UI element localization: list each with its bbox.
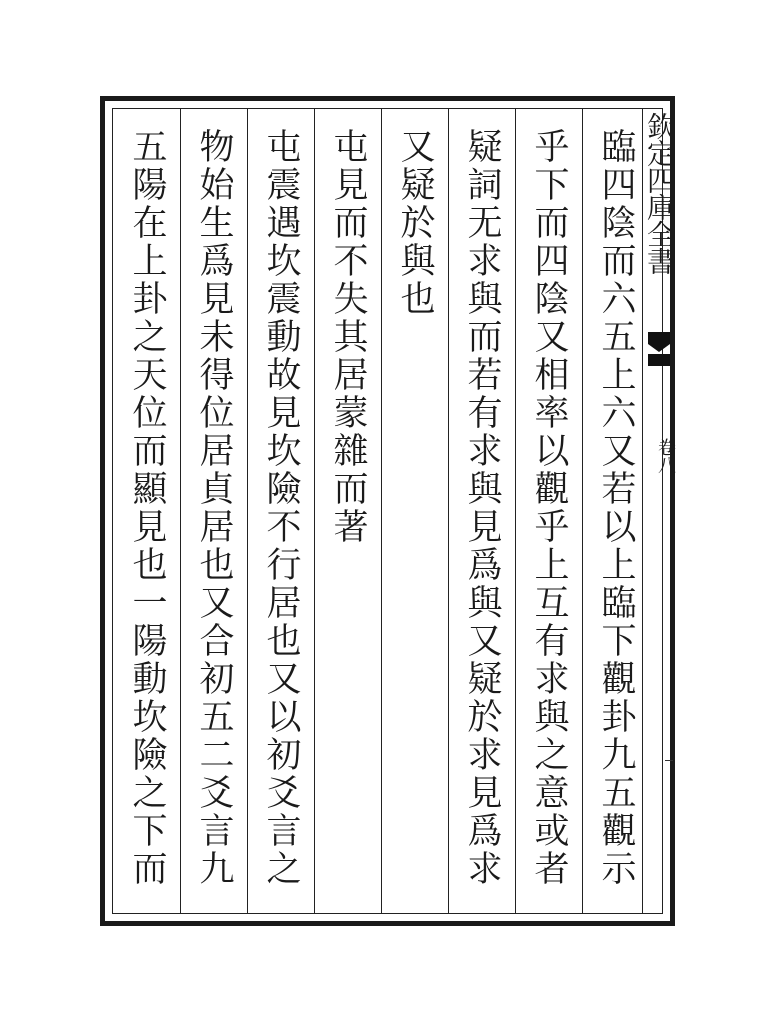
text-column-1: 臨四陰而六五上六又若以上臨下觀卦九五觀示 <box>596 128 636 888</box>
text-column-4: 又疑於與也 <box>395 128 435 318</box>
text-column-2: 乎下而四陰又相率以觀乎上互有求與之意或者 <box>529 128 569 888</box>
text-column-7: 物始生爲見未得位居貞居也又合初五二爻言九 <box>194 128 234 888</box>
volume-label: 卷八 <box>655 438 676 474</box>
text-column-6: 屯震遇坎震動故見坎險不行居也又以初爻言之 <box>261 128 301 888</box>
text-column-3: 疑詞无求與而若有求與見爲與又疑於求見爲求 <box>462 128 502 888</box>
margin-tick <box>665 760 673 761</box>
text-column-8: 五陽在上卦之天位而顯見也一陽動坎險之下而 <box>127 128 167 888</box>
fish-tail-ornament <box>648 330 670 368</box>
text-column-5: 屯見而不失其居蒙雜而著 <box>328 128 368 546</box>
book-title: 欽定四庫全書 <box>643 112 676 274</box>
